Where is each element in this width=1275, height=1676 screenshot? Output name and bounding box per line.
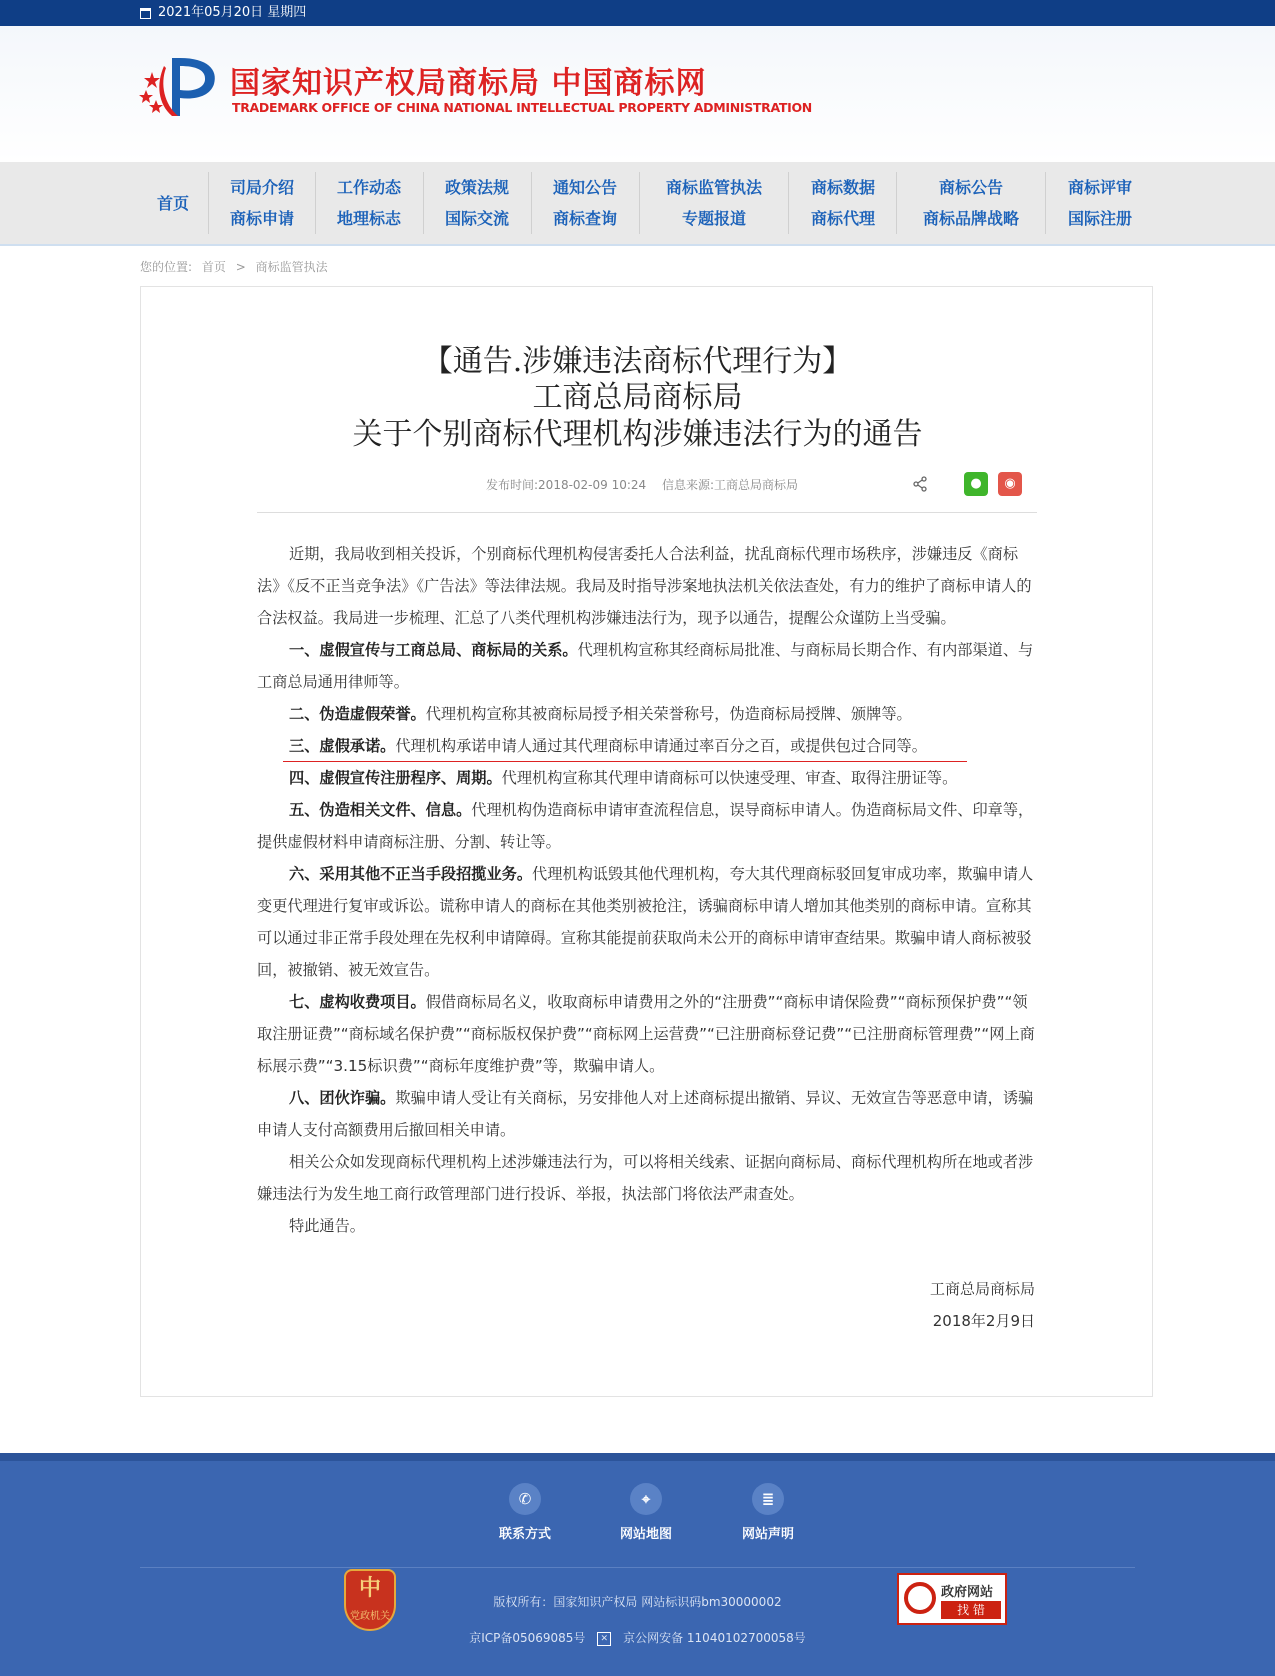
nav-col-8 (1047, 162, 1153, 244)
paragraph: 七、虚构收费项目。假借商标局名义，收取商标申请费用之外的“注册费”“商标申请保险费”“商标预保护费”“领取注册证费”“商标域名保护费”“商标版权保护费”“商标网上运营费”“已注册商标登记费”“已注册商标管理费”“网上商标展示费”“3.15标识费”“商标年度维护费”等，欺骗申请人。 (257, 993, 1035, 1075)
breadcrumb-separator: > (235, 260, 246, 274)
paragraph: 八、团伙诈骗。欺骗申请人受让有关商标，另安排他人对上述商标提出撤销、异议、无效宣告等恶意申请，诱骗申请人支付高额费用后撤回相关申请。 (257, 1089, 1034, 1139)
nav-link-policy[interactable]: 政策法规 (444, 178, 509, 197)
nav-divider (315, 172, 316, 234)
date-text: 2021年05月20日 星期四 (158, 5, 307, 20)
nav-col-1 (210, 162, 314, 244)
publish-time: 发布时间:2018-02-09 10:24 (486, 478, 647, 492)
article-title-line3: 关于个别商标代理机构涉嫌违法行为的通告 (352, 417, 923, 452)
nav-divider (531, 172, 532, 234)
paragraph: 二、伪造虚假荣誉。代理机构宣称其被商标局授予相关荣誉称号，伪造商标局授牌、颁牌等。 (289, 705, 912, 723)
magnifier-icon (904, 1582, 936, 1614)
nav-col-7 (898, 162, 1044, 244)
date-display (140, 0, 306, 26)
nav-col-5 (641, 162, 787, 244)
document-icon: ≣ (752, 1483, 784, 1515)
record-info (0, 1629, 1275, 1646)
police-record[interactable]: 京公网安备 11040102700058号 (623, 1631, 806, 1645)
footer-link-label: 联系方式 (498, 1527, 551, 1542)
nav-link-enforcement[interactable]: 商标监管执法 (665, 178, 762, 197)
breadcrumb-label: 您的位置: (140, 260, 193, 274)
paragraph: 五、伪造相关文件、信息。代理机构伪造商标申请审查流程信息，误导商标申请人。伪造商标局文件、印章等，提供虚假材料申请商标注册、分割、转让等。 (257, 801, 1034, 851)
nav-link-geo-indication[interactable]: 地理标志 (336, 209, 401, 228)
article-title-line2: 工商总局商标局 (532, 380, 743, 415)
nav-link-tm-agency[interactable]: 商标代理 (810, 209, 875, 228)
nav-link-special-reports[interactable]: 专题报道 (681, 209, 746, 228)
nav-divider (423, 172, 424, 234)
footer-link-label: 网站地图 (619, 1527, 672, 1542)
paragraph-underlined: 三、虚假承诺。代理机构承诺申请人通过其代理商标申请通过率百分之百，或提供包过合同等。 (257, 730, 1037, 762)
nav-link-bureau-intro[interactable]: 司局介绍 (229, 178, 294, 197)
logo-icon[interactable] (138, 54, 226, 120)
wechat-share-icon[interactable]: ● (964, 472, 988, 496)
logo-title-en: TRADEMARK OFFICE OF CHINA NATIONAL INTELLECTUAL PROPERTY ADMINISTRATION (232, 100, 812, 115)
article-body (257, 538, 1037, 1242)
footer-link-statement[interactable] (728, 1483, 808, 1542)
icp-record[interactable]: 京ICP备05069085号 (469, 1631, 586, 1645)
paragraph: 相关公众如发现商标代理机构上述涉嫌违法行为，可以将相关线索、证据向商标局、商标代理机构所在地或者涉嫌违法行为发生地工商行政管理部门进行投诉、举报，执法部门将依法严肃查处。 (257, 1153, 1034, 1203)
nav-link-tm-review[interactable]: 商标评审 (1067, 178, 1132, 197)
nav-divider (788, 172, 789, 234)
nav-divider (896, 172, 897, 234)
nav-col-2 (317, 162, 421, 244)
nav-col-6 (790, 162, 896, 244)
nav-col-3 (425, 162, 529, 244)
nav-link-tm-application[interactable]: 商标申请 (229, 209, 294, 228)
footer-link-label: 网站声明 (741, 1527, 794, 1542)
meta-divider (257, 512, 1037, 513)
footer-link-sitemap[interactable] (606, 1483, 686, 1542)
share-icon[interactable] (912, 476, 928, 492)
footer-divider (140, 1567, 1135, 1568)
nav-link-notices[interactable]: 通知公告 (552, 178, 617, 197)
paragraph: 四、虚假宣传注册程序、周期。代理机构宣称其代理申请商标可以快速受理、审查、取得注册证等。 (289, 769, 958, 787)
footer-link-contact[interactable] (485, 1483, 565, 1542)
site-footer (0, 1453, 1275, 1676)
article-title-line1: 【通告.涉嫌违法商标代理行为】 (422, 344, 853, 379)
badge-emblem-icon: 中 (358, 1576, 381, 1601)
nav-link-work-news[interactable]: 工作动态 (336, 178, 401, 197)
calendar-icon (140, 8, 151, 19)
nav-link-intl-exchange[interactable]: 国际交流 (444, 209, 509, 228)
site-header (0, 26, 1275, 162)
paragraph: 近期，我局收到相关投诉，个别商标代理机构侵害委托人合法利益，扰乱商标代理市场秩序，涉嫌违反《商标法》《反不正当竞争法》《广告法》等法律法规。我局及时指导涉案地执法机关依法查处，有力的维护了商标申请人的合法权益。我局进一步梳理、汇总了八类代理机构涉嫌违法行为，现予以通告，提醒公众谨防上当受骗。 (257, 545, 1032, 627)
logo-title-cn: 国家知识产权局商标局 中国商标网 (230, 66, 707, 101)
nav-divider (208, 172, 209, 234)
signer: 工商总局商标局 (929, 1280, 1035, 1298)
weibo-share-icon[interactable]: ◉ (998, 472, 1022, 496)
nav-col-4 (533, 162, 637, 244)
nav-divider (639, 172, 640, 234)
paragraph: 一、虚假宣传与工商总局、商标局的关系。代理机构宣称其经商标局批准、与商标局长期合作、有内部渠道、与工商总局通用律师等。 (257, 641, 1034, 691)
copyright-text: 版权所有：国家知识产权局 网站标识码bm30000002 (493, 1595, 782, 1609)
breadcrumb-current[interactable]: 商标监管执法 (255, 260, 328, 274)
map-pin-icon: ⌖ (630, 1483, 662, 1515)
gov-site-label: 政府网站 (941, 1585, 994, 1600)
nav-link-brand-strategy[interactable]: 商标品牌战略 (922, 209, 1019, 228)
breadcrumb-home[interactable]: 首页 (201, 260, 226, 274)
phone-icon: ✆ (509, 1483, 541, 1515)
nav-link-intl-registration[interactable]: 国际注册 (1067, 209, 1132, 228)
nav-divider (1045, 172, 1046, 234)
nav-home-label[interactable]: 首页 (156, 193, 189, 213)
nav-link-tm-data[interactable]: 商标数据 (810, 178, 875, 197)
nav-link-tm-search[interactable]: 商标查询 (552, 209, 617, 228)
info-source: 信息来源:工商总局商标局 (662, 478, 799, 492)
find-error-label: 找 错 (941, 1601, 1001, 1619)
nav-home[interactable] (142, 162, 204, 244)
gov-site-error-button[interactable] (897, 1573, 1007, 1625)
main-nav (0, 162, 1275, 246)
top-bar (0, 0, 1275, 26)
breadcrumb (140, 258, 334, 275)
paragraph: 特此通告。 (289, 1217, 365, 1235)
paragraph: 六、采用其他不正当手段招揽业务。代理机构诋毁其他代理机构，夸大其代理商标驳回复审成功率，欺骗申请人变更代理进行复审或诉讼。谎称申请人的商标在其他类别被抢注，诱骗商标申请人增加其他类别的商标申请。宣称其可以通过非正常手段处理在先权利申请障碍。宣称其能提前获取尚未公开的商标申请审查结果。欺骗申请人商标被驳回，被撤销、被无效宣告。 (257, 865, 1034, 979)
police-badge-icon: ✕ (597, 1632, 611, 1646)
badge-label: 党政机关 (350, 1611, 390, 1622)
sign-date: 2018年2月9日 (932, 1312, 1035, 1330)
nav-link-tm-gazette[interactable]: 商标公告 (938, 178, 1003, 197)
article-meta (486, 476, 810, 493)
